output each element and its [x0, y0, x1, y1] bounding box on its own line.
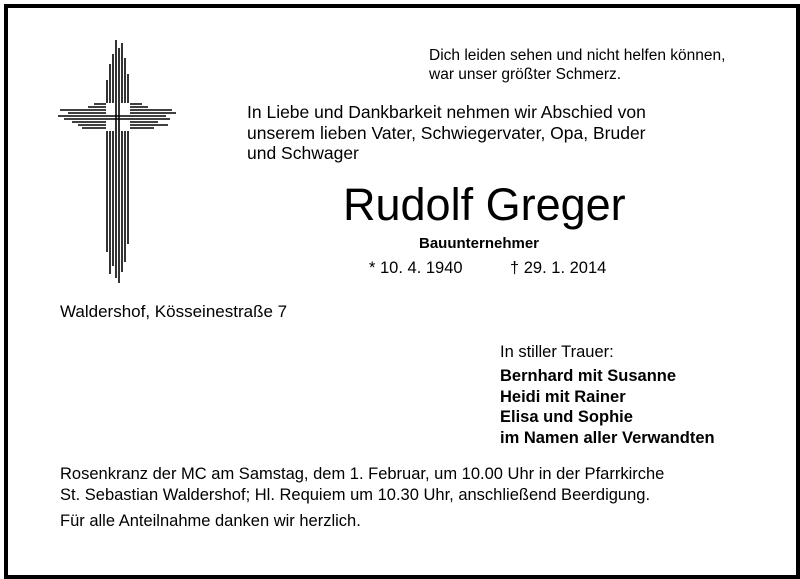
- intro-line-1: In Liebe und Dankbarkeit nehmen wir Abschied von: [247, 102, 646, 122]
- deceased-name: Rudolf Greger: [343, 179, 626, 230]
- intro-line-2: unserem lieben Vater, Schwiegervater, Opa, Bruder: [247, 122, 646, 143]
- motto-line-1: Dich leiden sehen und nicht helfen können,: [429, 47, 726, 64]
- intro-text: [247, 102, 646, 164]
- ceremony-info: [60, 464, 664, 506]
- ceremony-line-2: St. Sebastian Waldershof; Hl. Requiem um 10.30 Uhr, anschließend Beerdigung.: [60, 486, 651, 504]
- motto: [429, 46, 725, 84]
- mourner-1: Bernhard mit Susanne: [500, 367, 677, 385]
- address: Waldershof, Kösseinestraße 7: [60, 302, 288, 321]
- mourners-list: [500, 366, 715, 448]
- birth-date: * 10. 4. 1940: [369, 259, 463, 277]
- mourner-4: im Namen aller Verwandten: [500, 428, 715, 447]
- ceremony-line-1: Rosenkranz der MC am Samstag, dem 1. Februar, um 10.00 Uhr in der Pfarrkirche: [60, 465, 665, 483]
- mourner-2: Heidi mit Rainer: [500, 387, 626, 406]
- deceased-profession: Bauunternehmer: [419, 235, 540, 252]
- thanks-text: Für alle Anteilnahme danken wir herzlich.: [60, 512, 361, 530]
- motto-line-2: war unser größter Schmerz.: [429, 66, 622, 83]
- mourning-heading: In stiller Trauer:: [500, 343, 614, 361]
- death-date: † 29. 1. 2014: [510, 259, 607, 277]
- cross-icon: [58, 40, 178, 285]
- mourner-3: Elisa und Sophie: [500, 408, 633, 426]
- intro-line-3: und Schwager: [247, 143, 359, 163]
